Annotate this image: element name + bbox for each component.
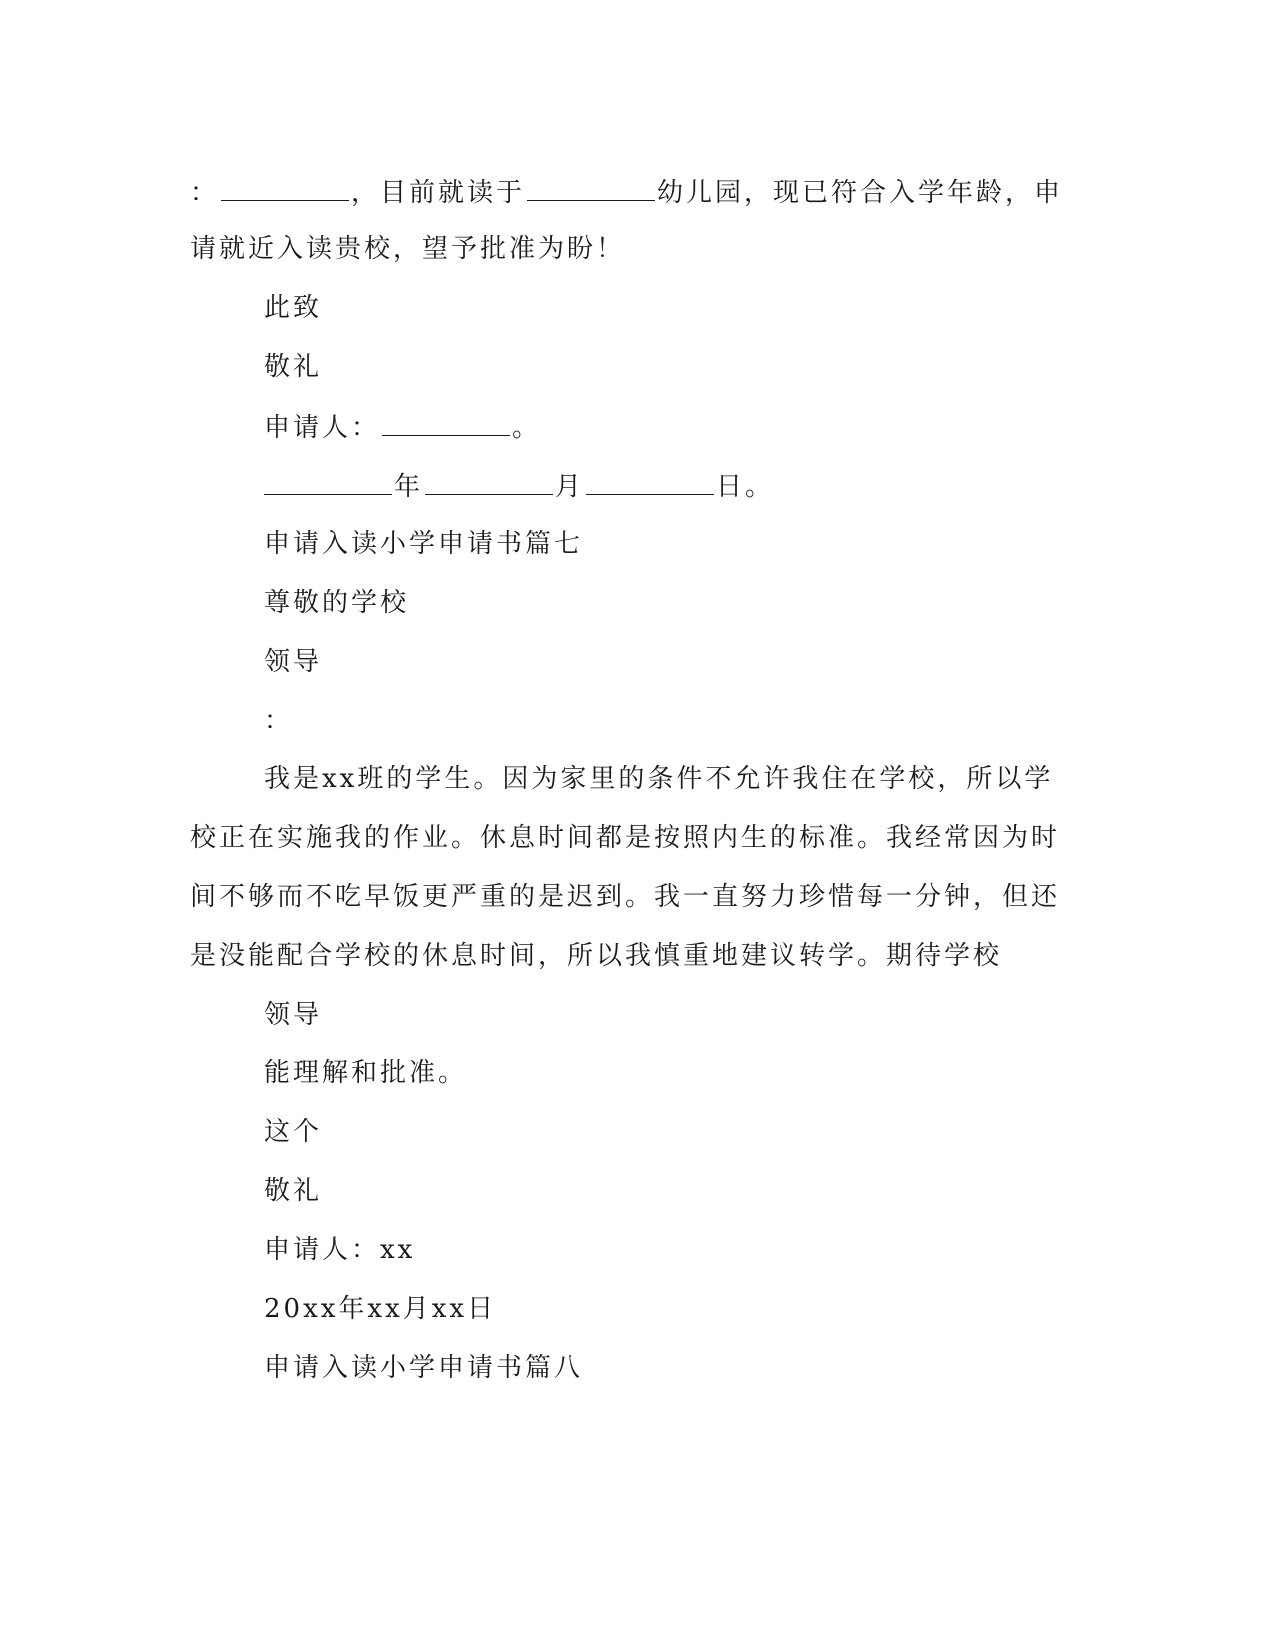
blank-name <box>221 174 349 201</box>
body-line-3: 间不够而不吃早饭更严重的是迟到。我一直努力珍惜每一分钟，但还 <box>190 882 1061 912</box>
section-heading-7: 申请入读小学申请书篇七 <box>264 529 584 559</box>
year-label: 年 <box>394 472 424 502</box>
signature-date: 20xx年xx月xx日 <box>264 1294 497 1324</box>
greeting-line-1: 尊敬的学校 <box>264 588 410 618</box>
blank-kindergarten <box>527 174 655 201</box>
date-line <box>264 468 774 504</box>
applicant-label: 申请人： <box>264 413 381 443</box>
body-line-6: 能理解和批准。 <box>264 1058 468 1088</box>
body-line-2: 校正在实施我的作业。休息时间都是按照内生的标准。我经常因为时 <box>190 823 1061 853</box>
applicant-period: 。 <box>512 413 542 443</box>
month-label: 月 <box>555 472 585 502</box>
blank-month <box>425 468 553 495</box>
text-colon: ： <box>190 178 220 208</box>
closing-regards-2: 敬礼 <box>264 1176 323 1206</box>
greeting-line-2: 领导 <box>264 647 323 677</box>
text-currently-studying: ，目前就读于 <box>351 178 526 208</box>
applicant-line <box>264 409 541 445</box>
applicant-signature: 申请人：xx <box>264 1235 416 1265</box>
paragraph-line-1 <box>190 174 1063 210</box>
day-label: 日。 <box>716 472 775 502</box>
paragraph-line-2: 请就近入读贵校，望予批准为盼！ <box>190 234 626 264</box>
greeting-colon: ： <box>264 706 294 736</box>
section-heading-8: 申请入读小学申请书篇八 <box>264 1353 584 1383</box>
closing-regards: 敬礼 <box>264 352 323 382</box>
blank-day <box>586 468 714 495</box>
blank-year <box>264 468 392 495</box>
body-line-1: 我是xx班的学生。因为家里的条件不允许我住在学校，所以学 <box>264 764 1054 794</box>
blank-applicant <box>382 409 510 436</box>
body-line-4: 是没能配合学校的休息时间，所以我慎重地建议转学。期待学校 <box>190 941 1003 971</box>
closing-salutation: 此致 <box>264 293 323 323</box>
text-kindergarten: 幼儿园，现已符合入学年龄，申 <box>657 178 1064 208</box>
body-line-5: 领导 <box>264 1000 323 1030</box>
closing-this: 这个 <box>264 1117 323 1147</box>
